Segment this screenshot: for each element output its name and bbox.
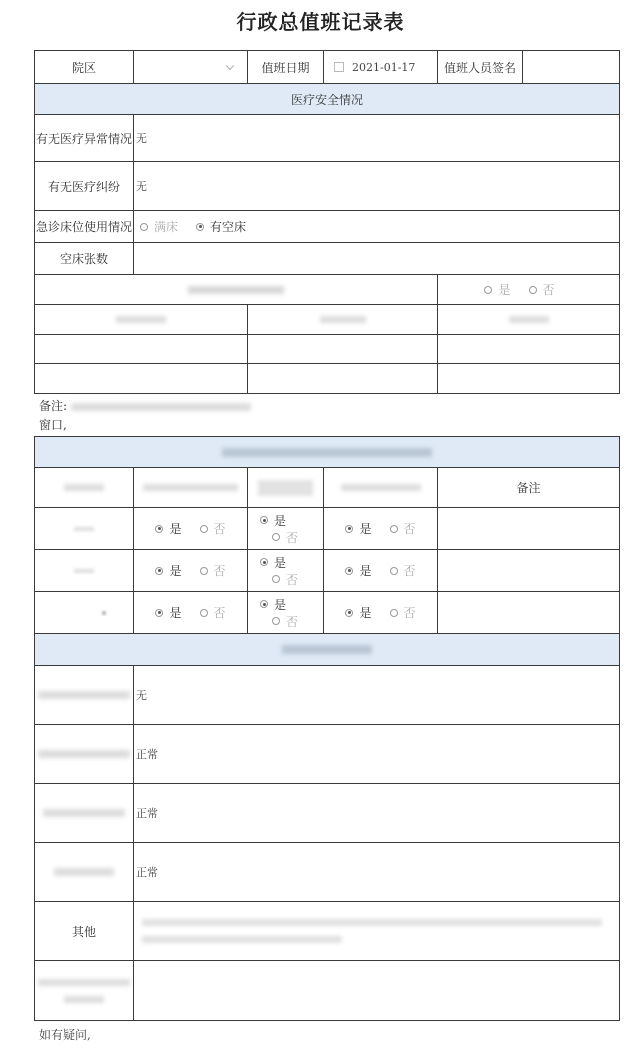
- bottom-row-label: [34, 842, 134, 902]
- blurred-text: [71, 403, 251, 411]
- checks-col-header: [247, 467, 324, 508]
- campus-label: 院区: [34, 50, 134, 84]
- blurred-text: [142, 936, 342, 943]
- blurred-text: [143, 484, 238, 491]
- radio-icon: [200, 567, 208, 575]
- blurred-text: [38, 750, 130, 758]
- check-remark[interactable]: [437, 507, 620, 550]
- blurred-text: [74, 527, 94, 531]
- check-radio-group: [323, 507, 438, 550]
- check-radio-group: [133, 549, 248, 592]
- radio-icon: [529, 286, 537, 294]
- medical-safety-header: 医疗安全情况: [34, 83, 620, 115]
- check-row-label: [34, 549, 134, 592]
- radio-no[interactable]: 否: [272, 529, 298, 546]
- radio-checked-icon: [345, 567, 353, 575]
- radio-checked-icon: [345, 525, 353, 533]
- notes-label: 备注:: [39, 399, 68, 413]
- radio-yes[interactable]: 是: [484, 281, 510, 298]
- radio-icon: [484, 286, 492, 294]
- sub-question-label: [34, 274, 438, 305]
- duty-date-input[interactable]: [323, 50, 438, 84]
- footer-text: 如有疑问,: [39, 1028, 91, 1042]
- blurred-text: [74, 569, 94, 573]
- radio-no[interactable]: 否: [200, 604, 226, 621]
- radio-icon: [272, 617, 280, 625]
- other-label: 其他: [34, 901, 134, 961]
- blurred-text: [38, 691, 130, 699]
- radio-checked-icon: [345, 609, 353, 617]
- sub-col-1: [34, 304, 248, 335]
- blurred-text: [102, 611, 106, 615]
- abnormal-value[interactable]: 无: [133, 114, 620, 162]
- er-bed-radio-group: [133, 210, 620, 243]
- bottom-row-value[interactable]: 正常: [133, 842, 620, 902]
- blurred-text: [320, 316, 366, 323]
- blurred-text: [64, 996, 104, 1003]
- notes-area[interactable]: [39, 397, 619, 435]
- checks-col-header: [323, 467, 438, 508]
- radio-yes[interactable]: 是: [345, 604, 371, 621]
- radio-no[interactable]: 否: [390, 604, 416, 621]
- blurred-text: [509, 316, 549, 323]
- radio-checked-icon: [260, 516, 268, 524]
- radio-icon: [140, 223, 148, 231]
- radio-yes[interactable]: 是: [345, 520, 371, 537]
- sub-cell[interactable]: [34, 334, 248, 364]
- bottom-row-value[interactable]: 无: [133, 665, 620, 725]
- sub-cell[interactable]: [437, 334, 620, 364]
- radio-yes[interactable]: 是: [260, 596, 286, 613]
- sub-question-radio: [437, 274, 620, 305]
- blurred-text: [64, 484, 104, 491]
- radio-icon: [390, 525, 398, 533]
- bottom-row-label: [34, 665, 134, 725]
- blurred-text: [188, 286, 284, 294]
- dispute-label: 有无医疗纠纷: [34, 161, 134, 211]
- radio-yes[interactable]: 是: [260, 554, 286, 571]
- chevron-down-icon: [226, 62, 234, 70]
- campus-select[interactable]: [133, 50, 248, 84]
- er-bed-label: 急诊床位使用情况: [34, 210, 134, 243]
- radio-yes[interactable]: 是: [155, 520, 181, 537]
- dispute-value[interactable]: 无: [133, 161, 620, 211]
- duty-date-label: 值班日期: [247, 50, 324, 84]
- checks-header: [34, 436, 620, 468]
- bottom-row-label: [34, 783, 134, 843]
- last-row-value[interactable]: [133, 960, 620, 1021]
- sub-cell[interactable]: [34, 363, 248, 394]
- check-radio-group: [133, 507, 248, 550]
- blurred-text: [43, 809, 125, 817]
- calendar-icon: [334, 62, 344, 72]
- radio-no[interactable]: 否: [390, 562, 416, 579]
- blurred-text: [341, 484, 421, 491]
- radio-icon: [272, 533, 280, 541]
- notes-line2-label: 窗口,: [39, 418, 67, 432]
- sub-cell[interactable]: [247, 363, 438, 394]
- abnormal-label: 有无医疗异常情况: [34, 114, 134, 162]
- check-row-label: [34, 591, 134, 634]
- radio-checked-icon: [155, 567, 163, 575]
- radio-no[interactable]: 否: [272, 571, 298, 588]
- check-radio-group-stacked: [247, 549, 324, 592]
- radio-icon: [390, 567, 398, 575]
- radio-no[interactable]: 否: [390, 520, 416, 537]
- empty-beds-label: 空床张数: [34, 242, 134, 275]
- radio-icon: [272, 575, 280, 583]
- radio-checked-icon: [155, 525, 163, 533]
- radio-checked-icon: [260, 600, 268, 608]
- radio-icon: [390, 609, 398, 617]
- page-title: 行政总值班记录表: [236, 10, 405, 34]
- radio-empty-bed[interactable]: 有空床: [196, 218, 246, 235]
- radio-yes[interactable]: 是: [155, 604, 181, 621]
- sub-cell[interactable]: [437, 363, 620, 394]
- check-radio-group: [323, 549, 438, 592]
- bottom-row-value[interactable]: 正常: [133, 783, 620, 843]
- check-radio-group: [323, 591, 438, 634]
- check-row-label: [34, 507, 134, 550]
- duty-date-value: 2021-01-17: [352, 60, 416, 74]
- sub-cell[interactable]: [247, 334, 438, 364]
- radio-yes[interactable]: 是: [155, 562, 181, 579]
- radio-checked-icon: [196, 223, 204, 231]
- radio-full-bed[interactable]: 满床: [140, 218, 178, 235]
- radio-no[interactable]: 否: [200, 520, 226, 537]
- remark-header: 备注: [437, 467, 620, 508]
- bottom-row-label: [34, 724, 134, 784]
- check-remark[interactable]: [437, 549, 620, 592]
- check-radio-group: [133, 591, 248, 634]
- radio-icon: [200, 609, 208, 617]
- blurred-text: [116, 316, 166, 323]
- radio-yes[interactable]: 是: [260, 512, 286, 529]
- radio-no[interactable]: 否: [200, 562, 226, 579]
- check-radio-group-stacked: [247, 507, 324, 550]
- sub-col-3: [437, 304, 620, 335]
- signature-label: 值班人员签名: [437, 50, 523, 84]
- radio-icon: [200, 525, 208, 533]
- blurred-text: [258, 480, 313, 496]
- blurred-text: [222, 448, 432, 457]
- check-radio-group-stacked: [247, 591, 324, 634]
- last-row-label: [34, 960, 134, 1021]
- radio-checked-icon: [155, 609, 163, 617]
- blurred-text: [54, 868, 114, 876]
- sub-col-2: [247, 304, 438, 335]
- blurred-text: [282, 645, 372, 654]
- other-value[interactable]: [133, 901, 620, 961]
- radio-no[interactable]: 否: [529, 281, 555, 298]
- check-remark[interactable]: [437, 591, 620, 634]
- checks-col-header: [133, 467, 248, 508]
- empty-beds-value[interactable]: [133, 242, 620, 275]
- radio-yes[interactable]: 是: [345, 562, 371, 579]
- radio-no[interactable]: 否: [272, 613, 298, 630]
- blurred-text: [38, 979, 130, 986]
- blurred-text: [142, 919, 602, 926]
- signature-input[interactable]: [522, 50, 620, 84]
- bottom-section-header: [34, 633, 620, 666]
- bottom-row-value[interactable]: 正常: [133, 724, 620, 784]
- checks-col-header: [34, 467, 134, 508]
- radio-checked-icon: [260, 558, 268, 566]
